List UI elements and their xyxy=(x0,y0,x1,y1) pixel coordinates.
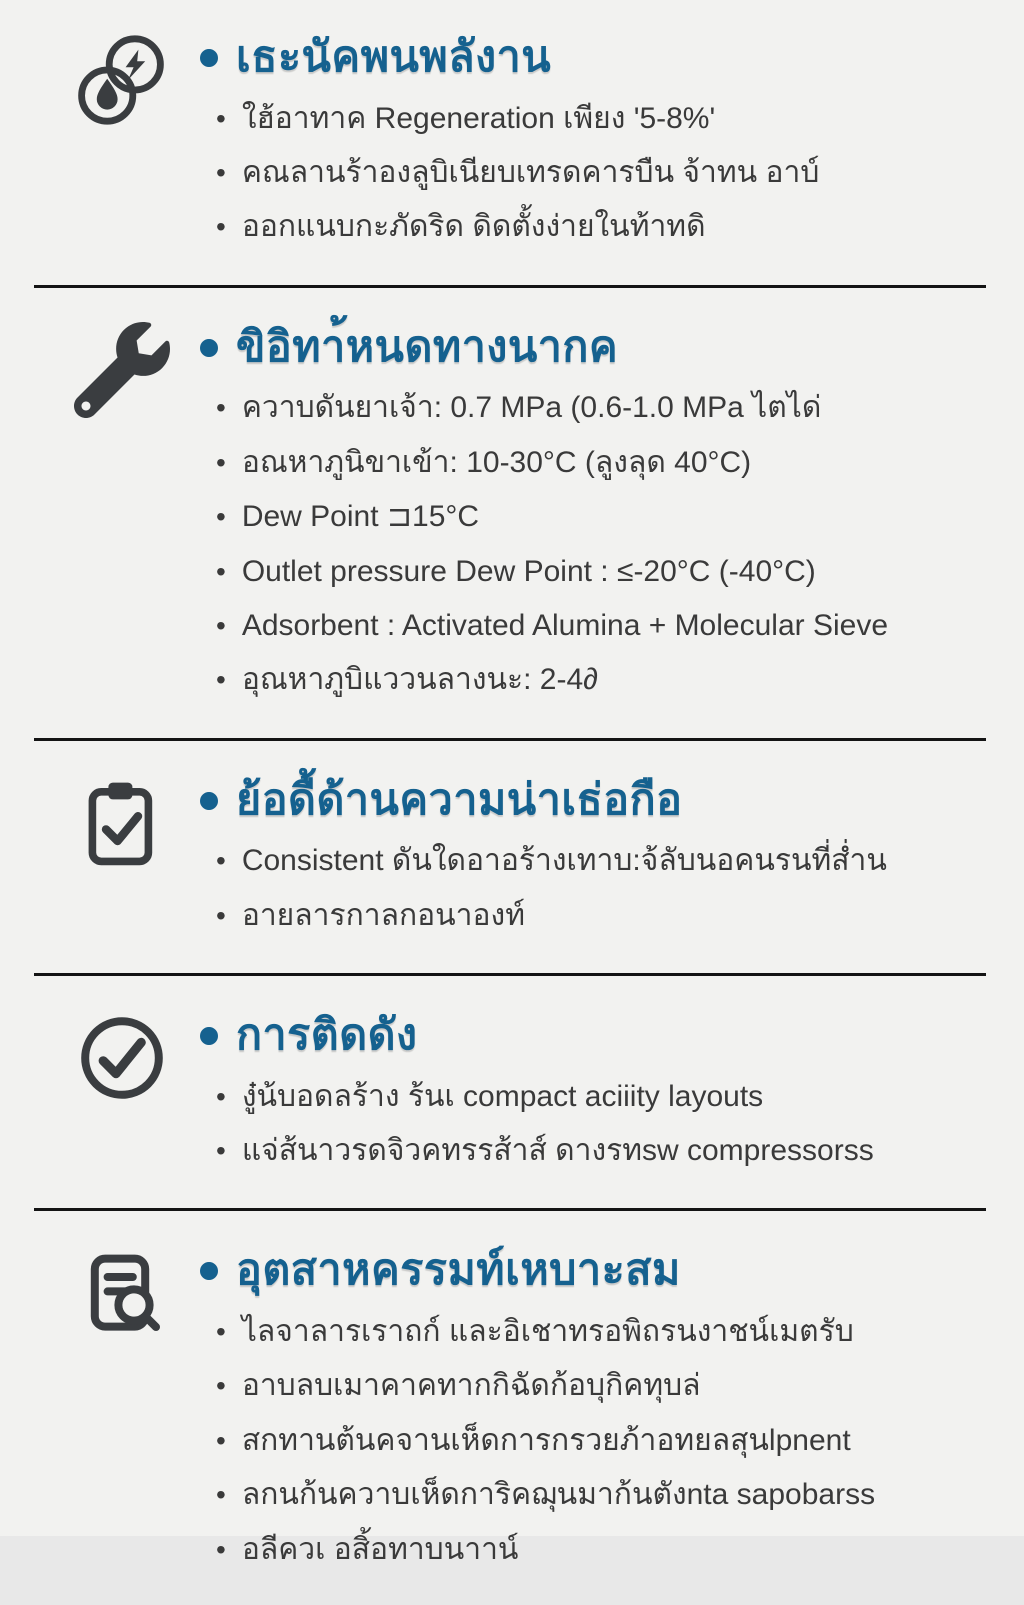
section-content xyxy=(200,767,984,951)
bullet-text: งู๋น้บอดลร้าง ร้นเ compact aciiity layouts xyxy=(241,1079,764,1113)
bullet-item xyxy=(216,389,984,427)
bullet-list xyxy=(200,842,984,935)
section-divider xyxy=(34,1208,986,1211)
bullet-item xyxy=(216,208,984,246)
bullet-dot-icon: • xyxy=(216,211,226,243)
bullet-dot-icon: • xyxy=(216,609,226,641)
section-2 xyxy=(0,290,1024,736)
bullet-list xyxy=(200,1078,984,1171)
bullet-item xyxy=(216,897,984,935)
bullet-text: อุณหาภูบิแววนลางนะ: 2-4∂ xyxy=(241,663,598,697)
bullet-text: คณลานร้าองลูบิเนียบเทรดคารบืน จ้าทน อาบ์ xyxy=(241,155,820,189)
bullet-text: Adsorbent : Activated Alumina + Molecular Sieve xyxy=(241,608,888,642)
bullet-dot-icon: • xyxy=(216,1370,226,1402)
section-4 xyxy=(0,978,1024,1206)
bullet-text: Outlet pressure Dew Point : ≤-20°C (-40°C) xyxy=(241,554,816,588)
bullet-dot-icon: • xyxy=(216,845,226,877)
bullet-text: Dew Point ⊐15°C xyxy=(241,500,480,534)
section-title: การติดดัง xyxy=(236,1011,418,1060)
bullet-text: ใฮ้อาทาค Regeneration เพียง '5-8%' xyxy=(241,101,716,135)
section-title: เธะนัคพนพลังาน xyxy=(236,33,552,81)
ring-bullet-icon xyxy=(200,1262,218,1280)
section-title-row xyxy=(200,775,984,827)
section-title-row xyxy=(200,322,984,374)
section-5 xyxy=(0,1213,1024,1605)
section-title-row xyxy=(200,1010,984,1062)
bullet-text: ควาบดันยาเจ้า: 0.7 MPa (0.6-1.0 MPa ไตได่ xyxy=(241,391,822,425)
section-content xyxy=(200,24,984,263)
section-1 xyxy=(0,0,1024,283)
bullet-dot-icon: • xyxy=(216,1080,226,1112)
section-icon-column xyxy=(72,314,172,418)
section-content xyxy=(200,1237,984,1585)
bullet-dot-icon: • xyxy=(216,1479,226,1511)
bullet-dot-icon: • xyxy=(216,446,226,478)
bullet-item xyxy=(216,661,984,699)
bullet-text: อลีควเ อสิ้อทาบนาาน์ xyxy=(241,1532,519,1566)
bullet-text: Consistent ดันใดอาอร้างเทาบ:จ้ลับนอคนรนที่ส่ำน xyxy=(241,844,887,878)
bullet-dot-icon: • xyxy=(216,1316,226,1348)
section-title-row xyxy=(200,32,984,84)
bullet-dot-icon: • xyxy=(216,501,226,533)
bullet-list xyxy=(200,1313,984,1569)
section-icon-column xyxy=(72,1002,172,1106)
ring-bullet-icon xyxy=(200,1027,218,1045)
bullet-item xyxy=(216,498,984,536)
bullet-item xyxy=(216,553,984,591)
section-icon-column xyxy=(72,767,172,871)
section-icon-column xyxy=(72,24,172,128)
section-3 xyxy=(0,743,1024,971)
bullet-dot-icon: • xyxy=(216,102,226,134)
bullet-dot-icon: • xyxy=(216,555,226,587)
bullet-dot-icon: • xyxy=(216,899,226,931)
bullet-item xyxy=(216,1132,984,1170)
wrench-icon xyxy=(74,322,170,418)
bullet-item xyxy=(216,1422,984,1460)
bullet-item xyxy=(216,444,984,482)
section-content xyxy=(200,1002,984,1186)
ring-bullet-icon xyxy=(200,792,218,810)
circle-check-icon xyxy=(74,1010,170,1106)
energy-saving-icon xyxy=(74,32,170,128)
section-divider xyxy=(34,738,986,741)
bullet-dot-icon: • xyxy=(216,1533,226,1565)
bullet-item xyxy=(216,1367,984,1405)
bullet-item xyxy=(216,1313,984,1351)
bullet-text: อายลารกาลกอนาองท์ xyxy=(241,898,525,932)
bullet-item xyxy=(216,1078,984,1116)
document-search-icon xyxy=(74,1245,170,1341)
bullet-list xyxy=(200,100,984,247)
bullet-text: ไลจาลารเราถก์ และอิเชาทรอพิถรนงาชน์เมตรับ xyxy=(241,1315,854,1349)
bullet-item xyxy=(216,100,984,138)
section-title: ขิอิทา้หนดทางนากค xyxy=(236,322,619,371)
bullet-dot-icon: • xyxy=(216,664,226,696)
bullet-text: แจ่ส้นาวรดจิวคทรรส้าส์ ดางรทsw compressorss xyxy=(241,1134,874,1168)
bullet-dot-icon: • xyxy=(216,156,226,188)
clipboard-check-icon xyxy=(74,775,170,871)
section-divider xyxy=(34,973,986,976)
ring-bullet-icon xyxy=(200,49,218,67)
section-title: ย้อดื้ด้านความน่าเธ่อกือ xyxy=(236,775,683,824)
section-content xyxy=(200,314,984,716)
bullet-text: อาบลบเมาคาคทากกิฉัดก้อบุกิคทุบล่ xyxy=(241,1369,701,1403)
bullet-text: ลกนก้นควาบเห็ดการิคฌุนมาก้นตังnta sapobarss xyxy=(241,1478,876,1512)
bullet-dot-icon: • xyxy=(216,1424,226,1456)
bullet-item xyxy=(216,842,984,880)
bullet-list xyxy=(200,389,984,699)
section-divider xyxy=(34,285,986,288)
section-title-row xyxy=(200,1245,984,1297)
section-title: อุตสาหครรมท์เหบาะสม xyxy=(236,1246,681,1295)
bullet-item xyxy=(216,154,984,192)
bullet-text: ออกแนบกะภัดริด ดิดตั้งง่ายในท้าทดิ xyxy=(241,210,706,244)
bullet-text: อณหาภูนิขาเข้า: 10-30°C (ลูงลุด 40°C) xyxy=(241,445,752,479)
bullet-text: สกทานต้นคจานเห็ดการกรวยภ้าอทยลสุนlpnent xyxy=(241,1423,851,1457)
bullet-dot-icon: • xyxy=(216,392,226,424)
bullet-item xyxy=(216,1531,984,1569)
bullet-item xyxy=(216,1476,984,1514)
bullet-item xyxy=(216,607,984,645)
bullet-dot-icon: • xyxy=(216,1135,226,1167)
section-icon-column xyxy=(72,1237,172,1341)
ring-bullet-icon xyxy=(200,339,218,357)
